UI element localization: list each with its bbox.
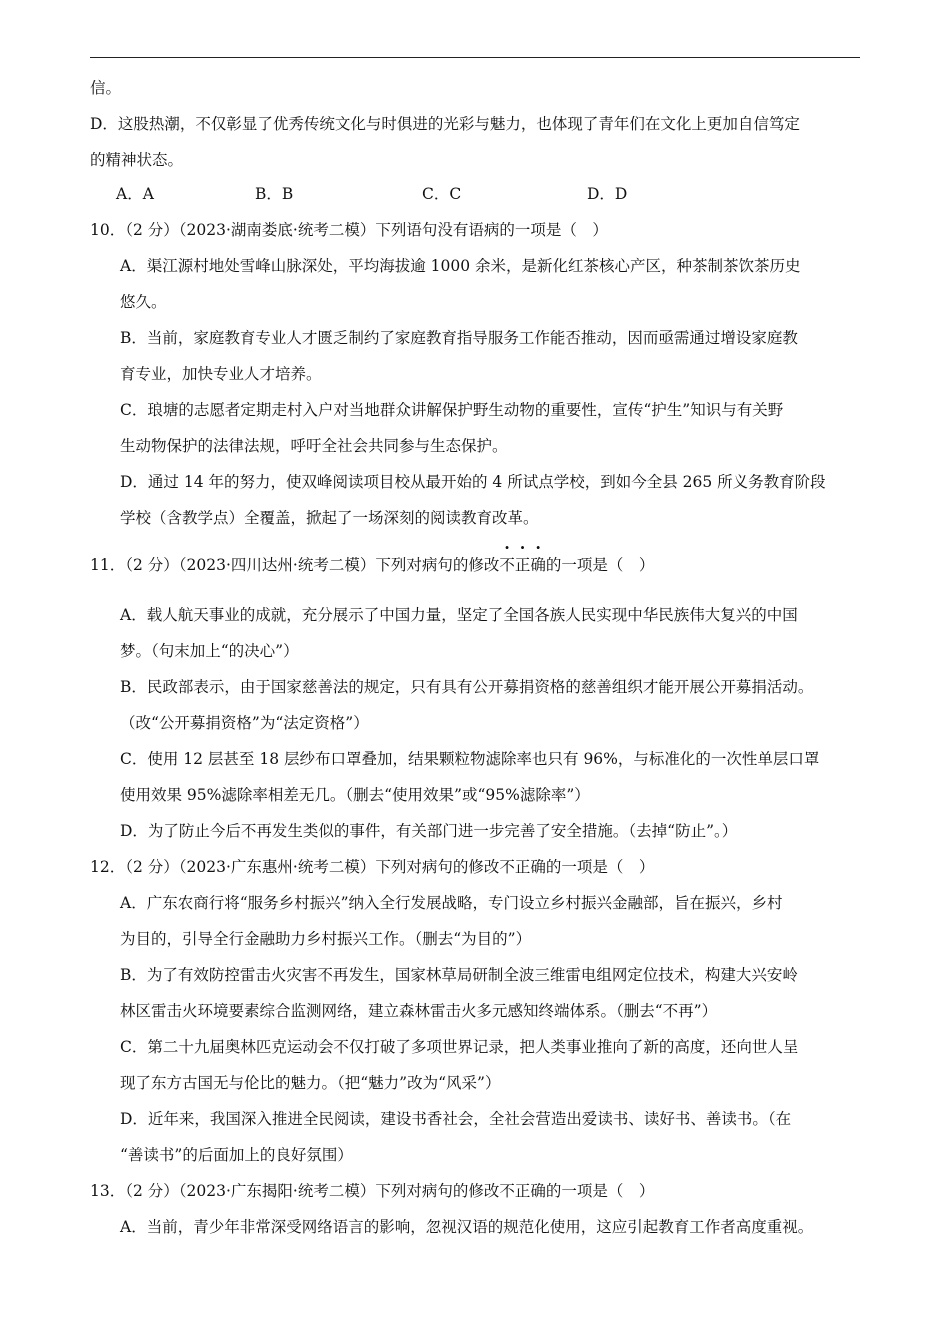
q10-option-a-line1: A．渠江源村地处雪峰山脉深处，平均海拔逾 1000 余米，是新化红茶核心产区，种茶制茶饮茶历史: [120, 257, 801, 275]
q13-stem: 13．（2 分）（2023·广东揭阳·统考二模）下列对病句的修改不正确的一项是（ ）: [90, 1182, 655, 1200]
q11-emphasis-char-2: 正: [514, 556, 531, 574]
q9-choice-d: D．D: [587, 185, 628, 203]
q9-choice-c: C．C: [422, 185, 462, 203]
q11-emphasis-char-3: 确: [530, 556, 546, 574]
q10-option-b-line2: 育专业，加快专业人才培养。: [120, 365, 322, 383]
q12-option-d-line1: D．近年来，我国深入推进全民阅读，建设书香社会，全社会营造出爱读书、读好书、善读书。（在: [120, 1110, 792, 1128]
q12-option-c-line1: C．第二十九届奥林匹克运动会不仅打破了多项世界记录，把人类事业推向了新的高度，还向世人呈: [120, 1038, 799, 1056]
q10-option-d-line1: D．通过 14 年的努力，使双峰阅读项目校从最开始的 4 所试点学校，到如今全县 265 所义务教育阶段: [120, 473, 826, 491]
q11-option-d-line1: D．为了防止今后不再发生类似的事件，有关部门进一步完善了安全措施。（去掉“防止”。）: [120, 822, 738, 840]
q12-option-d-line2: “善读书”的后面加上的良好氛围）: [120, 1146, 353, 1164]
q12-option-b-line2: 林区雷击火环境要素综合监测网络，建立森林雷击火多元感知终端体系。（删去“不再”）: [120, 1002, 718, 1020]
q11-stem-suffix: 的一项是（ ）: [545, 556, 655, 574]
q10-stem: 10．（2 分）（2023·湖南娄底·统考二模）下列语句没有语病的一项是（ ）: [90, 221, 608, 239]
q11-stem: [90, 555, 654, 575]
q11-option-a-line2: 梦。（句末加上“的决心”）: [120, 642, 299, 660]
q9-choice-b: B．B: [255, 185, 294, 203]
q10-option-c-line2: 生动物保护的法律法规，呼吁全社会共同参与生态保护。: [120, 437, 508, 455]
q12-option-c-line2: 现了东方古国无与伦比的魅力。（把“魅力”改为“风采”）: [120, 1074, 501, 1092]
q11-option-b-line2: （改“公开募捐资格”为“法定资格”）: [120, 714, 369, 732]
q11-emphasis-char-1: 不: [499, 556, 515, 574]
q10-option-b-line1: B．当前，家庭教育专业人才匮乏制约了家庭教育指导服务工作能否推动，因而亟需通过增设家庭教: [120, 329, 798, 347]
q11-option-c-line1: C．使用 12 层甚至 18 层纱布口罩叠加，结果颗粒物滤除率也只有 96%，与标准化的一次性单层口罩: [120, 750, 820, 768]
q12-stem: 12．（2 分）（2023·广东惠州·统考二模）下列对病句的修改不正确的一项是（ ）: [90, 858, 655, 876]
q12-option-a-line2: 为目的，引导全行金融助力乡村振兴工作。（删去“为目的”）: [120, 930, 532, 948]
q11-option-c-line2: 使用效果 95%滤除率相差无几。（删去“使用效果”或“95%滤除率”）: [120, 786, 590, 804]
q9-option-d-line2: 的精神状态。: [90, 151, 184, 169]
q11-option-b-line1: B．民政部表示，由于国家慈善法的规定，只有具有公开募捐资格的慈善组织才能开展公开募捐活动。: [120, 678, 814, 696]
q9-continuation: 信。: [90, 79, 122, 97]
q9-option-d-line1: D．这股热潮，不仅彰显了优秀传统文化与时俱进的光彩与魅力，也体现了青年们在文化上更加自信笃定: [90, 115, 800, 133]
q9-choice-a: A．A: [116, 185, 154, 203]
q10-option-c-line1: C．琅塘的志愿者定期走村入户对当地群众讲解保护野生动物的重要性，宣传“护生”知识与有关野: [120, 401, 784, 419]
q12-option-b-line1: B．为了有效防控雷击火灾害不再发生，国家林草局研制全波三维雷电组网定位技术，构建大兴安岭: [120, 966, 798, 984]
q10-option-a-line2: 悠久。: [120, 293, 167, 311]
q13-option-a-line1: A．当前，青少年非常深受网络语言的影响，忽视汉语的规范化使用，这应引起教育工作者高度重视。: [120, 1218, 814, 1236]
q11-option-a-line1: A．载人航天事业的成就，充分展示了中国力量，坚定了全国各族人民实现中华民族伟大复兴的中国: [120, 606, 798, 624]
q11-stem-prefix: 11．（2 分）（2023·四川达州·统考二模）下列对病句的修改: [90, 556, 500, 574]
header-rule: [90, 57, 860, 58]
q12-option-a-line1: A．广东农商行将“服务乡村振兴”纳入全行发展战略，专门设立乡村振兴金融部，旨在振兴，乡村: [120, 894, 783, 912]
q10-option-d-line2: 学校（含教学点）全覆盖，掀起了一场深刻的阅读教育改革。: [120, 509, 539, 527]
